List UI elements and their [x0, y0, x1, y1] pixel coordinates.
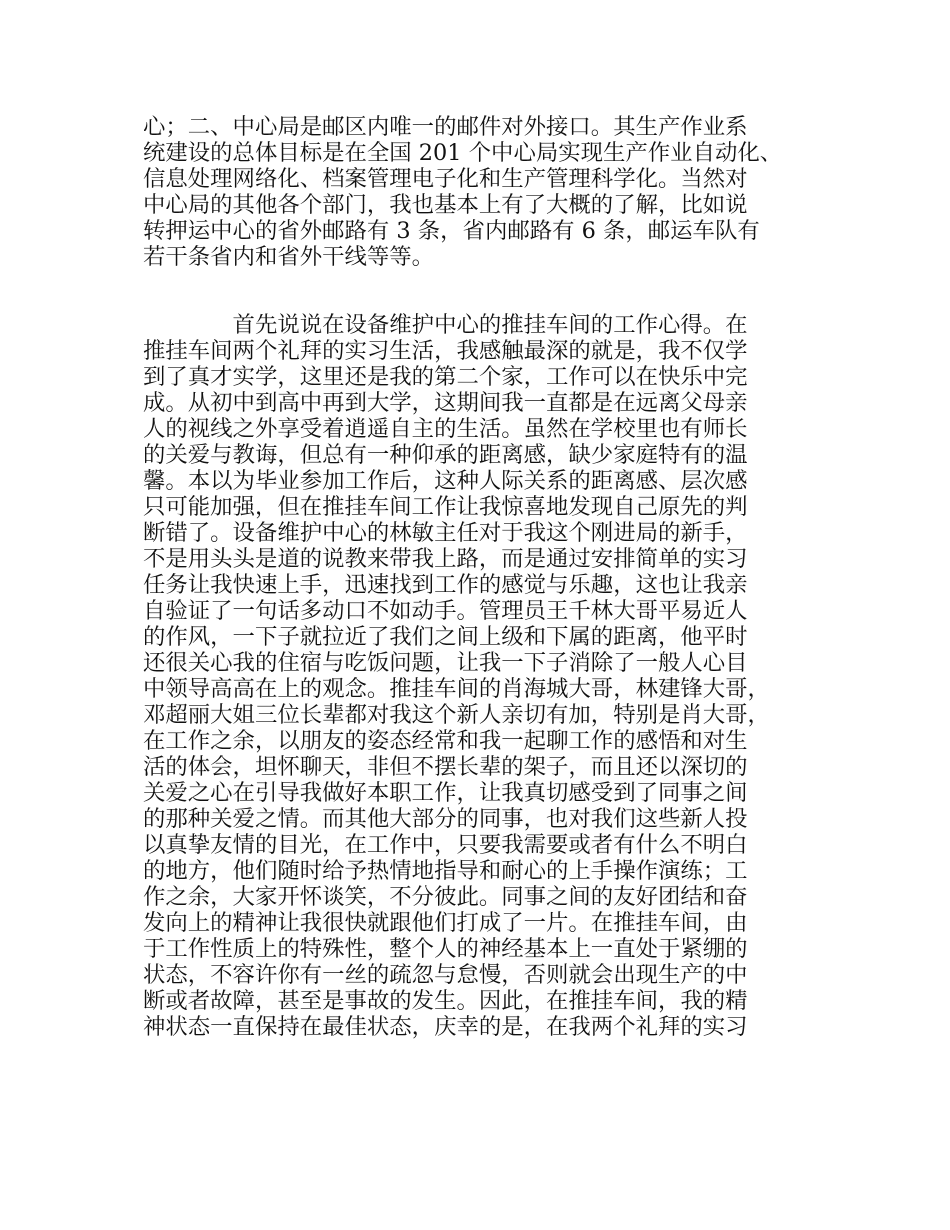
text-line: 活的体会，坦怀聊天，非但不摆长辈的架子，而且还以深切的 [143, 754, 748, 780]
text-line: 首先说说在设备维护中心的推挂车间的工作心得。在 [143, 312, 748, 338]
text-line: 只可能加强，但在推挂车间工作让我惊喜地发现自己原先的判 [143, 494, 748, 520]
text-line: 在工作之余，以朋友的姿态经常和我一起聊工作的感悟和对生 [143, 728, 748, 754]
text-line: 成。从初中到高中再到大学，这期间我一直都是在远离父母亲 [143, 390, 748, 416]
text-line: 断或者故障，甚至是事故的发生。因此，在推挂车间，我的精 [143, 988, 748, 1014]
text-line: 于工作性质上的特殊性，整个人的神经基本上一直处于紧绷的 [143, 936, 748, 962]
text-line: 的作风，一下子就拉近了我们之间上级和下属的距离，他平时 [143, 624, 748, 650]
text-line: 中心局的其他各个部门，我也基本上有了大概的了解，比如说 [143, 192, 748, 218]
text-line: 自验证了一句话多动口不如动手。管理员王千林大哥平易近人 [143, 598, 748, 624]
text-line: 到了真才实学，这里还是我的第二个家，工作可以在快乐中完 [143, 364, 748, 390]
text-line: 关爱之心在引导我做好本职工作，让我真切感受到了同事之间 [143, 780, 748, 806]
paragraph-continuation [143, 114, 823, 270]
text-line: 发向上的精神让我很快就跟他们打成了一片。在推挂车间，由 [143, 910, 748, 936]
text-line: 以真挚友情的目光，在工作中，只要我需要或者有什么不明白 [143, 832, 748, 858]
text-line: 人的视线之外享受着逍遥自主的生活。虽然在学校里也有师长 [143, 416, 748, 442]
text-line: 任务让我快速上手，迅速找到工作的感觉与乐趣，这也让我亲 [143, 572, 748, 598]
text-line: 馨。本以为毕业参加工作后，这种人际关系的距离感、层次感 [143, 468, 748, 494]
text-line: 推挂车间两个礼拜的实习生活，我感触最深的就是，我不仅学 [143, 338, 748, 364]
text-line: 若干条省内和省外干线等等。 [143, 244, 435, 270]
text-line: 中领导高高在上的观念。推挂车间的肖海城大哥，林建锋大哥， [143, 676, 770, 702]
text-line: 信息处理网络化、档案管理电子化和生产管理科学化。当然对 [143, 166, 748, 192]
text-line: 的那种关爱之情。而其他大部分的同事，也对我们这些新人投 [143, 806, 748, 832]
text-line: 不是用头头是道的说教来带我上路，而是通过安排简单的实习 [143, 546, 748, 572]
text-line: 转押运中心的省外邮路有 3 条，省内邮路有 6 条，邮运车队有 [143, 218, 760, 244]
text-line: 统建设的总体目标是在全国 201 个中心局实现生产作业自动化、 [143, 140, 783, 166]
text-line: 的关爱与教诲，但总有一种仰承的距离感，缺少家庭特有的温 [143, 442, 748, 468]
text-line: 心；二、中心局是邮区内唯一的邮件对外接口。其生产作业系 [143, 114, 748, 140]
text-line: 神状态一直保持在最佳状态，庆幸的是，在我两个礼拜的实习 [143, 1014, 748, 1040]
text-line: 还很关心我的住宿与吃饭问题，让我一下子消除了一般人心目 [143, 650, 748, 676]
text-line: 邓超丽大姐三位长辈都对我这个新人亲切有加，特别是肖大哥， [143, 702, 770, 728]
text-line: 作之余，大家开怀谈笑，不分彼此。同事之间的友好团结和奋 [143, 884, 748, 910]
paragraph-maintenance-center [143, 312, 823, 1040]
text-line: 状态，不容许你有一丝的疏忽与怠慢，否则就会出现生产的中 [143, 962, 748, 988]
text-line: 断错了。设备维护中心的林敏主任对于我这个刚进局的新手， [143, 520, 748, 546]
text-line: 的地方，他们随时给予热情地指导和耐心的上手操作演练；工 [143, 858, 748, 884]
